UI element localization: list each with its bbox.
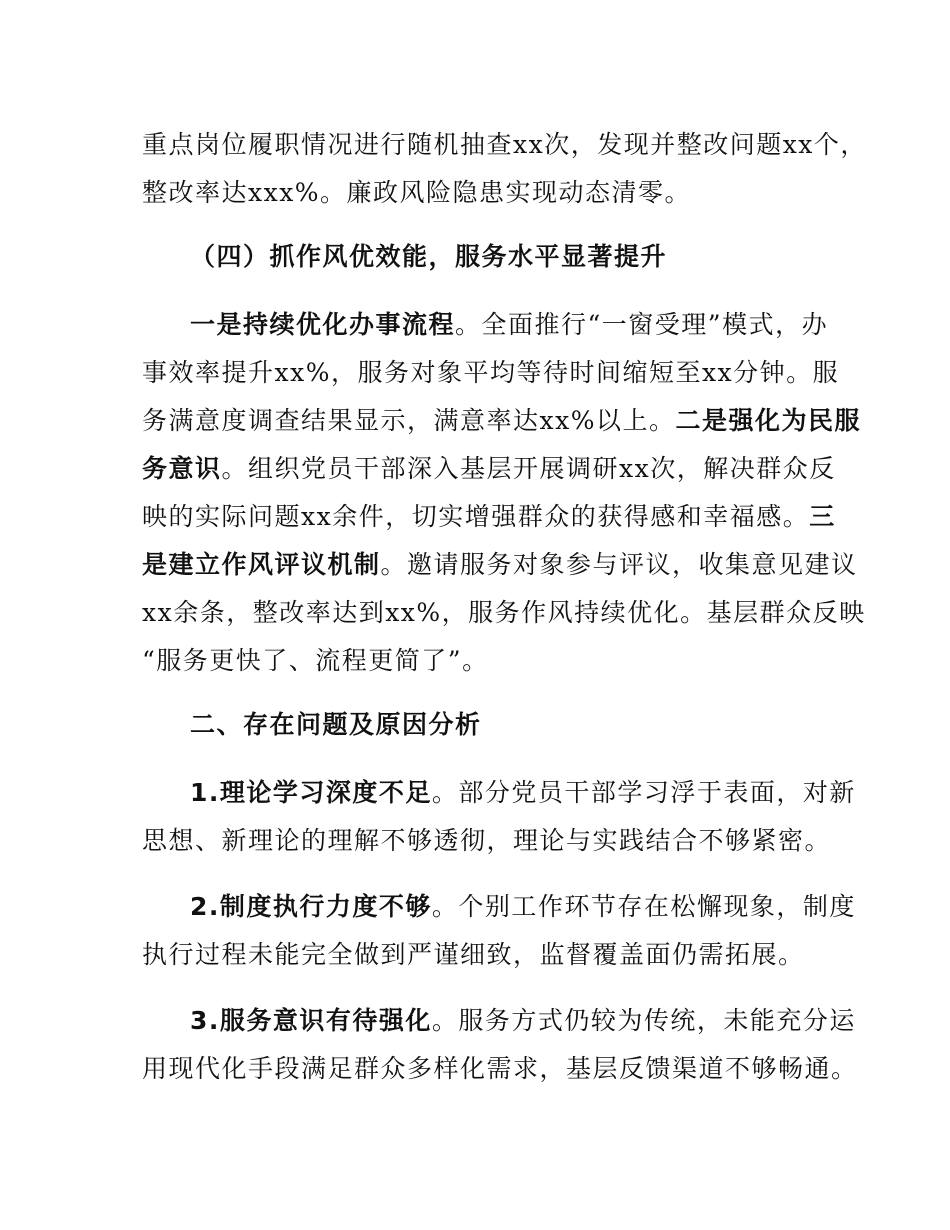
text: 映的实际问题xx余件，切实增强群众的获得感和幸福感。 <box>142 502 810 531</box>
paragraph-line <box>142 128 867 162</box>
paragraph-line <box>142 176 814 210</box>
text: 。个别工作环节存在松懈现象，制度 <box>431 892 856 921</box>
text: 。组织党员干部深入基层开展调研xx次，解决群众反 <box>221 454 836 483</box>
text: 重点岗位履职情况进行随机抽查xx次，发现并整改问题xx个， <box>142 130 867 159</box>
text: 。服务方式仍较为传统，未能充分运 <box>431 1006 856 1035</box>
text: 务满意度调查结果显示，满意率达xx%以上。 <box>142 406 676 435</box>
paragraph-line <box>142 356 840 390</box>
bold-lead: 二是强化为民服 <box>675 406 861 435</box>
item-title: 1.理论学习深度不足 <box>190 778 432 807</box>
text: 整改率达xxx%。廉政风险隐患实现动态清零。 <box>142 178 692 207</box>
section-heading <box>190 708 814 742</box>
text: xx余条，整改率达到xx%，服务作风持续优化。基层群众反映 <box>142 598 866 627</box>
paragraph-line <box>142 452 836 486</box>
paragraph-line <box>190 308 829 342</box>
text: 事效率提升xx%，服务对象平均等待时间缩短至xx分钟。服 <box>142 358 840 387</box>
paragraph-line <box>142 548 858 582</box>
bold-lead: 一是持续优化办事流程 <box>190 310 456 339</box>
heading-text: 二、存在问题及原因分析 <box>190 710 482 739</box>
text: 。全面推行“一窗受理”模式，办 <box>455 310 829 339</box>
item-title: 2.制度执行力度不够 <box>190 892 432 921</box>
bold-lead: 三 <box>809 502 836 531</box>
list-item-line <box>190 890 856 924</box>
list-item-line <box>142 824 832 858</box>
paragraph-line <box>142 644 814 678</box>
text: 。部分党员干部学习浮于表面，对新 <box>431 778 856 807</box>
paragraph-line <box>142 404 861 438</box>
paragraph-line <box>142 596 866 630</box>
list-item-line <box>142 1052 858 1086</box>
list-item-line <box>190 776 856 810</box>
text: 执行过程未能完全做到严谨细致，监督覆盖面仍需拓展。 <box>142 940 805 969</box>
text: 。邀请服务对象参与评议，收集意见建议 <box>380 550 858 579</box>
section-heading <box>190 240 814 274</box>
item-title: 3.服务意识有待强化 <box>190 1006 432 1035</box>
bold-lead: 务意识 <box>142 454 222 483</box>
paragraph-line <box>142 500 836 534</box>
text: “服务更快了、流程更简了”。 <box>142 646 489 675</box>
list-item-line <box>190 1004 856 1038</box>
bold-lead: 是建立作风评议机制 <box>142 550 381 579</box>
text: 用现代化手段满足群众多样化需求，基层反馈渠道不够畅通。 <box>142 1054 858 1083</box>
heading-text: （四）抓作风优效能，服务水平显著提升 <box>190 242 668 271</box>
list-item-line <box>142 938 814 972</box>
text: 思想、新理论的理解不够透彻，理论与实践结合不够紧密。 <box>142 826 832 855</box>
